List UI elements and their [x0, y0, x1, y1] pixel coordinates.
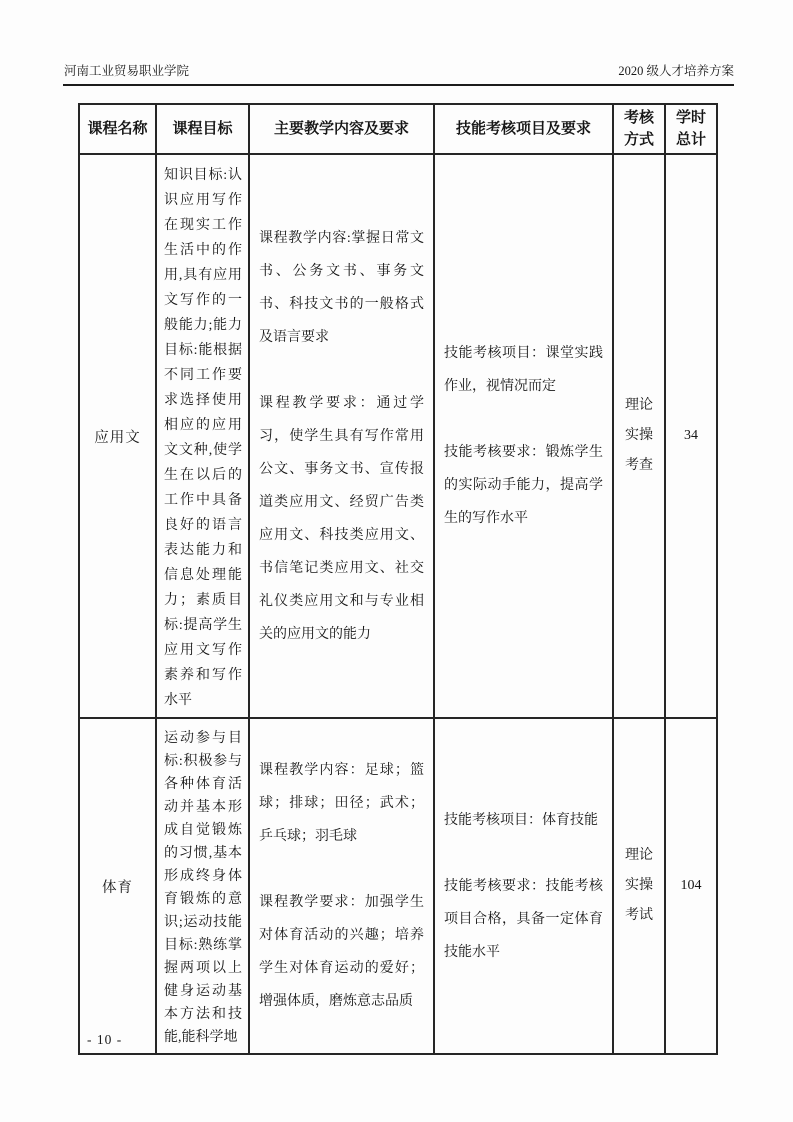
page-running-header — [64, 63, 734, 79]
assessment-method-cell — [613, 154, 665, 718]
teaching-requirements-paragraph: 课程教学要求：加强学生对体育活动的兴趣；培养学生对体育运动的爱好；增强体质，磨炼意志品质 — [259, 895, 424, 1009]
teaching-requirements-paragraph: 课程教学要求：通过学习，使学生具有写作常用公文、事务文书、宣传报道类应用文、经贸广告类应用文、科技类应用文、书信笔记类应用文、社交礼仪类应用文和与专业相关的应用文的能力 — [259, 395, 424, 642]
col-header-content: 主要教学内容及要求 — [249, 104, 434, 154]
course-objectives-cell — [156, 154, 249, 718]
teaching-content-paragraph: 课程教学内容：足球；篮球；排球；田径；武术；乒乓球；羽毛球 — [259, 763, 424, 844]
table-row-physical-education — [79, 718, 717, 1054]
course-name-cell: 应用文 — [79, 154, 156, 718]
assessment-method-line2: 实操 — [625, 878, 653, 893]
table-header-row — [79, 104, 717, 154]
skills-assessment-cell — [434, 718, 613, 1054]
total-hours-cell: 104 — [665, 718, 717, 1054]
skills-items-paragraph: 技能考核项目：体育技能 — [444, 812, 598, 828]
header-school-name: 河南工业贸易职业学院 — [64, 64, 190, 78]
col-header-hours — [665, 104, 717, 154]
course-name-cell: 体育 — [79, 718, 156, 1054]
assessment-method-cell — [613, 718, 665, 1054]
teaching-content-paragraph: 课程教学内容:掌握日常文书、公务文书、事务文书、科技文书的一般格式及语言要求 — [259, 230, 424, 345]
assessment-method-line1: 理论 — [625, 398, 653, 413]
teaching-content-cell — [249, 154, 434, 718]
skills-assessment-cell — [434, 154, 613, 718]
course-objectives-text: 运动参与目标:积极参与各种体育活动并基本形成自觉锻炼的习惯,基本形成终身体育锻炼的意识;运动技能目标:熟练掌握两项以上健身运动基本方法和技能,能科学地 — [164, 731, 242, 1045]
assessment-method-line2: 实操 — [625, 428, 653, 443]
header-plan-title: 2020 级人才培养方案 — [618, 64, 734, 78]
header-rule — [63, 84, 734, 86]
page-number: - 10 - — [87, 1032, 123, 1047]
col-header-method — [613, 104, 665, 154]
skills-requirements-paragraph: 技能考核要求：技能考核项目合格，具备一定体育技能水平 — [444, 878, 603, 960]
skills-items-paragraph: 技能考核项目：课堂实践作业，视情况而定 — [444, 346, 603, 394]
col-header-objectives: 课程目标 — [156, 104, 249, 154]
course-objectives-cell — [156, 718, 249, 1054]
course-objectives-text: 知识目标:认识应用写作在现实工作生活中的作用,具有应用文写作的一般能力;能力目标:能根据不同工作要求选择使用相应的应用文文种,使学生在以后的工作中具备良好的语言表达能力和信息处理能力；素质目标:提高学生应用文写作素养和写作水平 — [164, 168, 242, 708]
course-table — [78, 103, 718, 1055]
col-header-hours-line2: 总计 — [675, 132, 706, 148]
col-header-method-line1: 考核 — [623, 110, 654, 126]
skills-requirements-paragraph: 技能考核要求：锻炼学生的实际动手能力，提高学生的写作水平 — [444, 445, 603, 526]
total-hours-cell: 34 — [665, 154, 717, 718]
teaching-content-cell — [249, 718, 434, 1054]
col-header-skills: 技能考核项目及要求 — [434, 104, 613, 154]
col-header-hours-line1: 学时 — [675, 110, 706, 126]
assessment-method-line1: 理论 — [625, 848, 653, 863]
col-header-method-line2: 方式 — [623, 132, 654, 148]
assessment-method-line3: 考试 — [625, 908, 653, 923]
assessment-method-line3: 考查 — [625, 458, 653, 473]
col-header-course-name: 课程名称 — [79, 104, 156, 154]
table-row-applied-writing — [79, 154, 717, 718]
